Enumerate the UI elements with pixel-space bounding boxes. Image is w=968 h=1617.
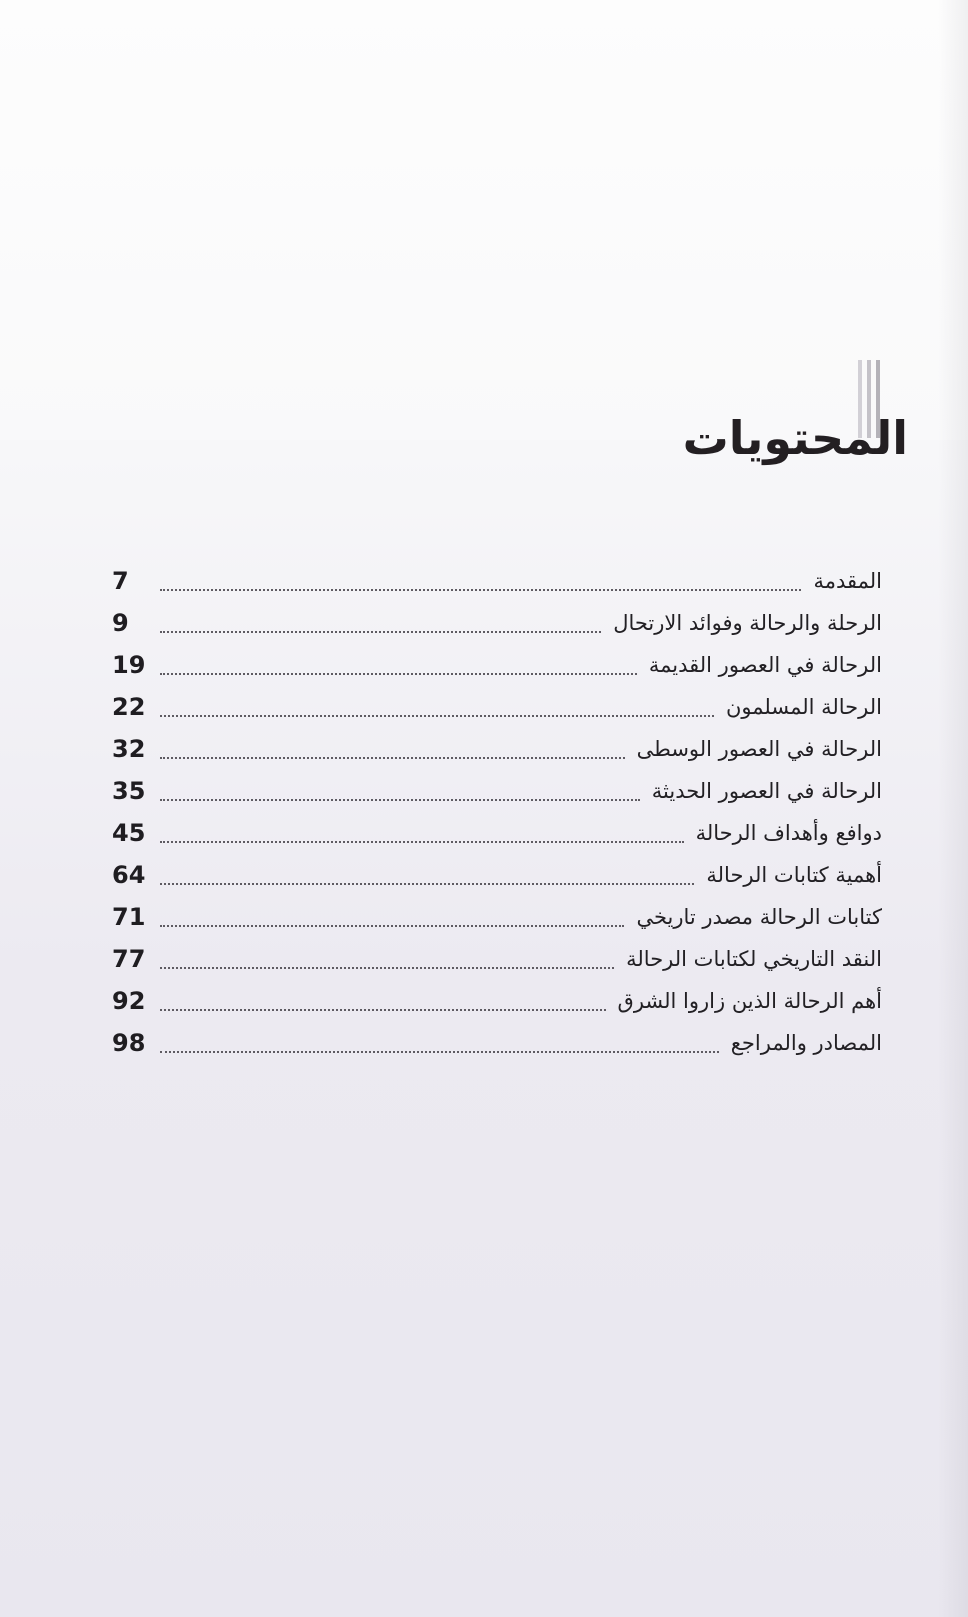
toc-entry[interactable]: [112, 812, 882, 854]
toc-dot-leader: [160, 1008, 606, 1011]
toc-page-number: 92: [112, 987, 146, 1015]
toc-page-number: 7: [112, 567, 129, 595]
toc-dot-leader: [160, 714, 714, 717]
toc-entry-label: الرحالة في العصور الحديثة: [651, 779, 882, 803]
toc-page-number: 32: [112, 735, 146, 763]
toc-page-number: 19: [112, 651, 146, 679]
toc-entry-label: المصادر والمراجع: [730, 1031, 882, 1055]
toc-entry-label: النقد التاريخي لكتابات الرحالة: [626, 947, 882, 971]
toc-page-number: 22: [112, 693, 146, 721]
toc-entry[interactable]: [112, 560, 882, 602]
table-of-contents: [112, 560, 882, 1064]
toc-entry-label: الرحالة المسلمون: [725, 695, 882, 719]
toc-entry[interactable]: [112, 686, 882, 728]
toc-page-number: 98: [112, 1029, 146, 1057]
toc-entry[interactable]: [112, 896, 882, 938]
toc-dot-leader: [160, 798, 640, 801]
toc-entry[interactable]: [112, 1022, 882, 1064]
toc-dot-leader: [160, 840, 684, 843]
toc-entry[interactable]: [112, 728, 882, 770]
toc-dot-leader: [160, 1050, 719, 1053]
toc-page-number: 64: [112, 861, 146, 889]
toc-entry-label: أهمية كتابات الرحالة: [706, 863, 882, 887]
page-title: المحتويات: [682, 411, 908, 465]
toc-entry-label: الرحالة في العصور الوسطى: [636, 737, 882, 761]
toc-page-number: 9: [112, 609, 129, 637]
toc-entry[interactable]: [112, 602, 882, 644]
toc-entry-label: دوافع وأهداف الرحالة: [695, 821, 882, 845]
toc-dot-leader: [160, 756, 625, 759]
toc-page-number: 71: [112, 903, 146, 931]
toc-entry[interactable]: [112, 980, 882, 1022]
toc-entry[interactable]: [112, 938, 882, 980]
toc-dot-leader: [160, 882, 694, 885]
toc-entry-label: المقدمة: [813, 569, 882, 593]
toc-dot-leader: [160, 588, 801, 591]
toc-entry[interactable]: [112, 644, 882, 686]
toc-entry-label: أهم الرحالة الذين زاروا الشرق: [617, 989, 882, 1013]
toc-dot-leader: [160, 924, 624, 927]
toc-entry-label: الرحالة في العصور القديمة: [648, 653, 882, 677]
toc-entry[interactable]: [112, 854, 882, 896]
toc-page-number: 77: [112, 945, 146, 973]
toc-entry-label: كتابات الرحالة مصدر تاريخي: [636, 905, 882, 929]
toc-dot-leader: [160, 672, 637, 675]
binding-shadow: [938, 0, 968, 1617]
toc-page-number: 35: [112, 777, 146, 805]
toc-entry[interactable]: [112, 770, 882, 812]
title-block: [508, 360, 908, 470]
toc-entry-label: الرحلة والرحالة وفوائد الارتحال: [613, 611, 882, 635]
toc-dot-leader: [160, 966, 614, 969]
toc-dot-leader: [160, 630, 601, 633]
toc-page-number: 45: [112, 819, 146, 847]
